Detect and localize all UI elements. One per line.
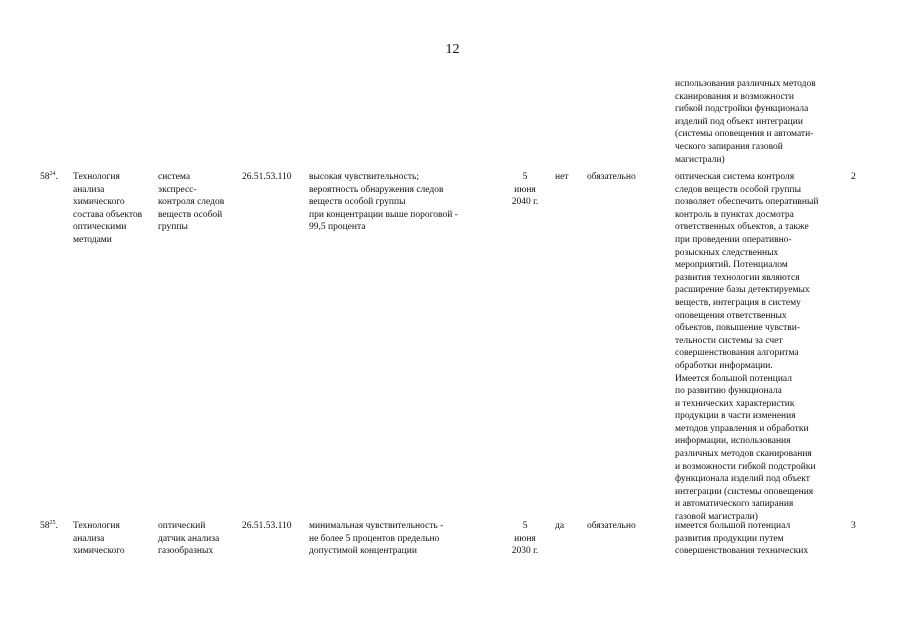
product-cell: оптический датчик анализа газообразных — [158, 521, 220, 557]
code-cell: 26.51.53.110 — [242, 521, 292, 531]
carryover-description: использования различных методов сканирования и возможности гибкой подстройки функционала изделий под объект интеграции (системы оповещения и автомати- ческого запирания газовой магистрали) — [675, 79, 816, 165]
description-cell: имеется большой потенциал развития продукции путем совершенствования технических — [675, 521, 809, 557]
characteristics-cell: высокая чувствительность; вероятность обнаружения следов веществ особой группы при концентрации выше пороговой - 99,5 процента — [309, 172, 458, 233]
code-cell: 26.51.53.110 — [242, 172, 292, 182]
yes-no-cell: нет — [555, 172, 569, 182]
description-cell: оптическая система контроля следов веществ особой группы позволяет обеспечить оперативный контроль в пунктах досмотра ответственных объектов, а также при проведении оперативно- розыскных следственных мероприятий. Потенциалом развития технологии являются расширение базы детектируемых веществ, интеграция в систему оповещения ответственных объектов, повышение чувстви- тельности системы за счет совершенствования алгоритма обработки информации. Имеется большой потенциал по развитию функционала и технических характеристик продукции в части изменения методов управления и обработки информации, использования различных методов сканирования и возможности гибкой подстройки функционала изделий под объект интеграции (системы оповещения и автоматического запирания газовой магистрали) — [675, 172, 819, 523]
product-cell: система экспресс- контроля следов веществ особой группы — [158, 172, 225, 233]
requirement-cell: обязательно — [587, 521, 636, 531]
level-cell: 2 — [851, 172, 856, 182]
characteristics-cell: минимальная чувствительность - не более 5 процентов предельно допустимой концентрации — [309, 521, 444, 557]
row-number: $58^{24}$. — [40, 171, 58, 182]
yes-no-cell: да — [555, 521, 565, 531]
date-cell: 5 июня 2030 г. — [511, 521, 539, 557]
level-cell: 3 — [851, 521, 856, 531]
page-number: 12 — [445, 42, 460, 57]
row-number: $58^{25}$. — [40, 520, 58, 531]
technology-cell: Технология анализа химического состава объектов оптическими методами — [73, 172, 143, 245]
technology-cell: Технология анализа химического — [73, 521, 125, 557]
date-cell: 5 июня 2040 г. — [511, 172, 539, 208]
requirement-cell: обязательно — [587, 172, 636, 182]
